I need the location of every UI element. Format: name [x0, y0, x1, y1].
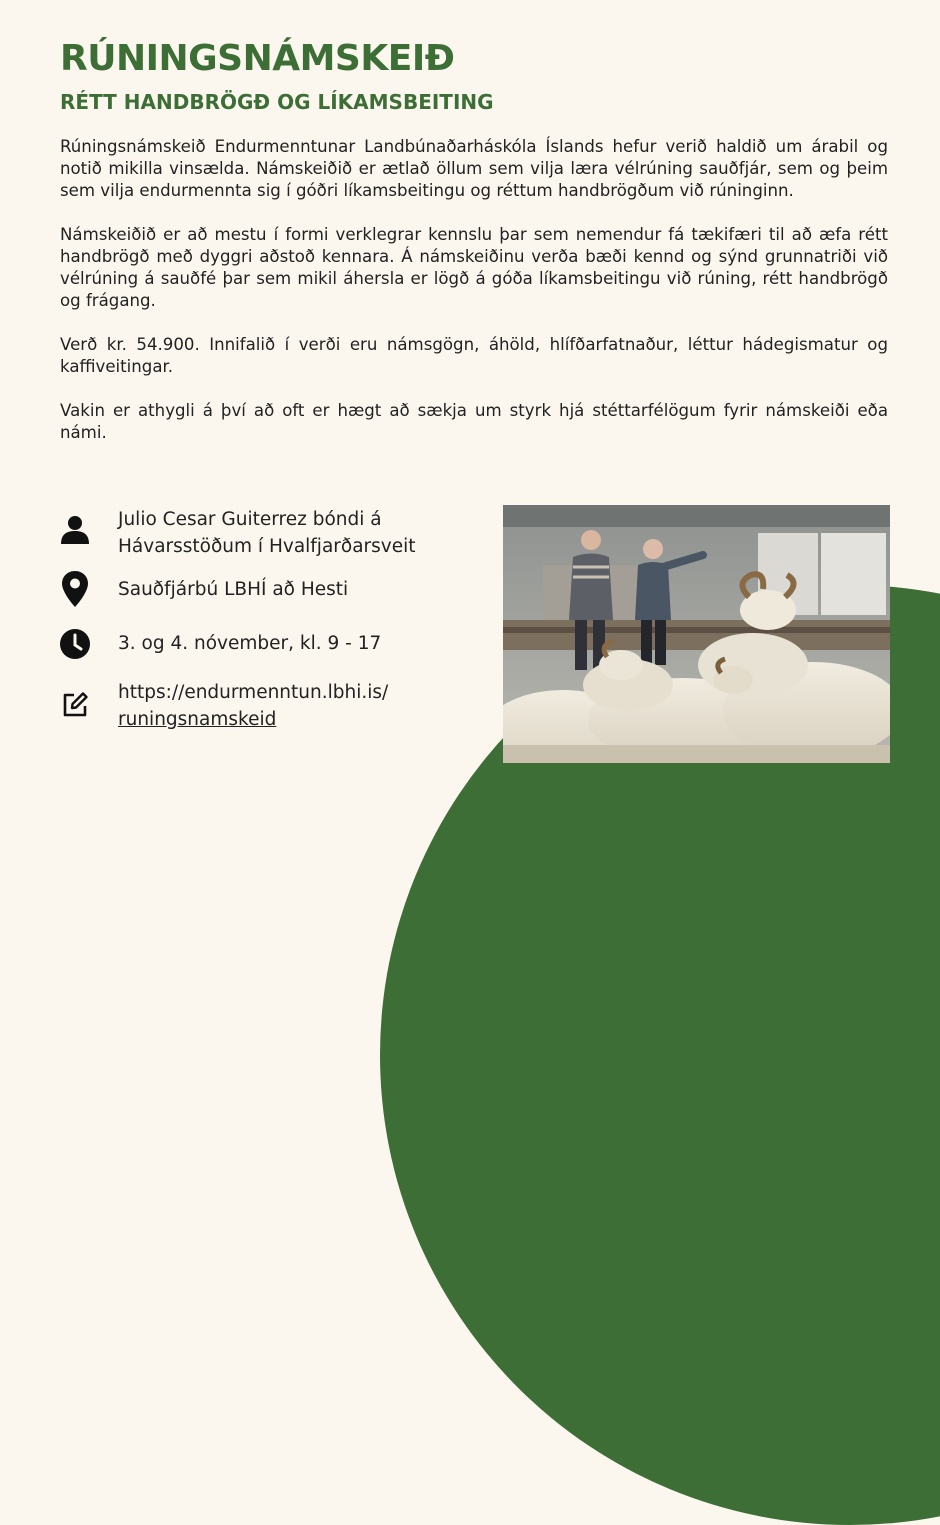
paragraph-intro: Rúningsnámskeið Endurmenntunar Landbúnaðarháskóla Íslands hefur verið haldið um árabil og notið mikilla vinsælda. Námskeiðið er ætlað öllum sem vilja læra vélrúning sauðfjár, sem og þeim sem vilja endurmennta sig í góðri líkamsbeitingu og réttum handbrögðum við rúninginn.: [60, 137, 888, 200]
instructor-farm: Hávarsstöðum í Hvalfjarðarsveit: [118, 536, 416, 557]
page-title: RÚNINGSNÁMSKEIÐ: [60, 38, 455, 79]
map-pin-icon: [58, 572, 92, 606]
info-instructor: [58, 509, 416, 557]
instructor-name: Julio Cesar Guiterrez bóndi á: [118, 509, 382, 530]
shearing-course-photo: [503, 505, 890, 763]
time-text: 3. og 4. nóvember, kl. 9 - 17: [118, 633, 382, 654]
link-url-line2[interactable]: runingsnamskeid: [118, 709, 277, 730]
paragraph-format: Námskeiðið er að mestu í formi verklegrar kennslu þar sem nemendur fá tækifæri til að æfa rétt handbrögð með dyggri aðstoð kennara. Á námskeiðinu verða bæði kennd og sýnd grunnatriði við vélrúning á sauðfé þar sem mikil áhersla er lögð á góða líkamsbeitingu við rúning, rétt handbrögð og frágang.: [60, 225, 888, 310]
location-text: Sauðfjárbú LBHÍ að Hesti: [118, 579, 349, 600]
info-time: [58, 627, 382, 661]
clock-icon: [58, 627, 92, 661]
link-url-line1[interactable]: https://endurmenntun.lbhi.is/: [118, 682, 389, 703]
description: [60, 136, 888, 466]
person-icon: [58, 512, 92, 546]
paragraph-price: Verð kr. 54.900. Innifalið í verði eru námsgögn, áhöld, hlífðarfatnaður, léttur hádegismatur og kaffiveitingar.: [60, 335, 888, 376]
paragraph-grant: Vakin er athygli á því að oft er hægt að sækja um styrk hjá stéttarfélögum fyrir námskeiði eða námi.: [60, 401, 888, 442]
info-location: [58, 572, 349, 606]
info-link[interactable]: [58, 682, 389, 730]
page-subtitle: RÉTT HANDBRÖGÐ OG LÍKAMSBEITING: [60, 90, 494, 114]
edit-link-icon: [58, 688, 92, 722]
